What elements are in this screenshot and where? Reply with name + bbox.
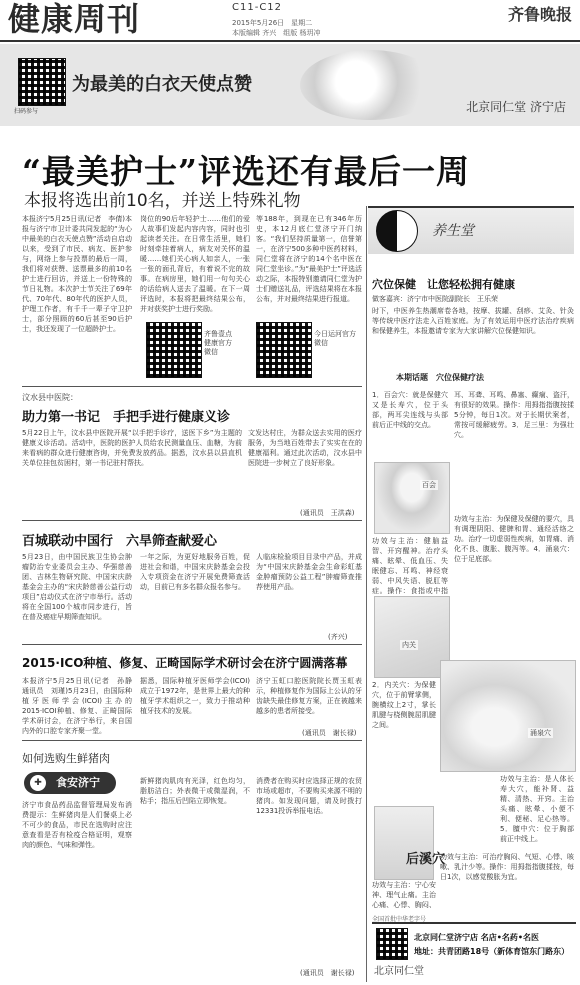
masthead (0, 0, 580, 40)
sidebar-calligraphy: 后溪穴 (406, 852, 446, 867)
main-subhead: 本报将选出前10名，并送上特殊礼物 (24, 191, 301, 211)
ad-address: 地址：共青团路18号（新体育馆东门路东） (414, 947, 570, 956)
article2-kicker: 汶水县中医院： (22, 393, 78, 402)
sidebar-point4: 功效与主治：宁心安神、理气止痛。主治心痛、心悸、胸闷、 (372, 881, 436, 909)
article2-byline: (通讯员 王洪森) (300, 509, 355, 517)
article4-body-right: 济宁玉虹口腔医院院长贾玉虹表示，种植修复作为国际上公认的牙齿缺失最佳修复方案，正在被越来越多的患者所接受。 (256, 677, 362, 715)
article5-body-right: 消费者在购买时应选择正规的农贸市场或超市，不要购买来源不明的猪肉。如发现问题，请及时拨打12331投诉举报电话。 (256, 777, 362, 815)
sidebar-point1: 1．百会穴：就是保健穴又是长寿穴，位于头部，两耳尖连线与头部前后正中线的交点。 (372, 391, 448, 429)
newspaper-logo: 齐鲁晚报 (507, 5, 572, 24)
article3-body-left: 5月23日，由中国民族卫生协会肿瘤防治专业委员会主办、华强慈善团、吉林生物研究院、中国宋庆龄基金会主办的“宋庆龄慈善公益行动项目”启动仪式在济宁市举行。活动将在全国100个城市同步进行，旨在普及癌症早期筛查知识。 (22, 553, 132, 621)
article4-byline: (通讯员 谢长禄) (302, 729, 357, 737)
food-safety-badge-label: 食安济宁 (56, 776, 100, 789)
editor-credits: 本版编辑 齐兴 组版 杨玥冲 (232, 29, 321, 37)
banner-slogan: 为最美的白衣天使点赞 (72, 74, 252, 95)
sidebar-point6: 功效与主治：为保健及保健的要穴，具有调理阴阳、健脾和胃、通经活络之功。治疗一切虚弱性疾病，如胃痛、消化不良、腹胀、腹泻等。4．涌泉穴：位于足底部。 (454, 515, 574, 563)
qr1-caption: 齐鲁壹点健康官方微信 (204, 330, 232, 356)
issue-date: 2015年5月26日 星期二 (232, 19, 313, 27)
illus2-label: 内关 (402, 641, 416, 649)
sidebar-headline: 穴位保健 让您轻松拥有健康 (372, 278, 515, 291)
sidebar-point7: 功效与主治：是人体长寿大穴，能补肾、益精、清热、开窍。主治头痛、眩晕、小便不利、便秘、足心热等。5．膻中穴：位于胸部前正中线上。 (500, 775, 574, 843)
article4-title: 2015·ICO种植、修复、正畸国际学术研讨会在济宁圆满落幕 (22, 656, 348, 670)
foot-acupoint-illustration (440, 660, 576, 772)
ad-line1: 北京同仁堂济宁店 名店•名药•名医 (414, 933, 540, 942)
nurse-cap-image (300, 50, 440, 120)
article3-byline: (齐兴) (328, 633, 348, 641)
lead-article-col1: 本报济宁5月25日讯(记者 李倩)本报与济宁市卫计委共同发起的“为心中最美的白衣天使点赞”活动自启动以来，受到了市民、病友、医护参与，网络上参与投票的最后一周，我们将对获赞、送票最多的前10名护士进行回访，并送上一份特殊的节日礼物。本次护士节关注了69年代、70年代、80年代的医护人员，护理工作者，有千千一辈子守卫护士，部分照顾的60后甚至90后护士，我还发现了一位超龄护士。 (22, 215, 132, 333)
qr-code-icon[interactable] (146, 322, 202, 378)
main-headline: “最美护士”评选还有最后一周 (22, 152, 470, 191)
ad-brand: 北京同仁堂 (374, 966, 424, 977)
sidebar-point2: 功效与主治：健脑益智、开窍醒神。治疗头痛、眩晕、低血压、失眠健忘、耳鸣、神经衰弱、中风失语、脱肛等症。操作：食指或中指 (372, 537, 448, 594)
article2-body-left: 5月22日上午，汶水县中医院开展“以手把手诊疗，送医下乡”为主题的健康义诊活动。活动中，医院的医护人员给农民测量血压、血糖，为前来看病的群众进行健康咨询，并免费发放药品。据悉，汶水县以县直机关单位挂包贫困村，第一书记驻村帮扶。 (22, 429, 242, 467)
food-safety-badge (24, 772, 116, 794)
sidebar-point8: 功效与主治：可治疗胸闷、气短、心悸、咳嗽、乳汁少等。操作：用拇指指腹揉按，每日1次，以感觉酸胀为宜。 (440, 853, 574, 881)
taiji-icon (376, 210, 418, 252)
sidebar-point5: 耳、耳聋、耳鸣、鼻塞、癫痫、盗汗，有很好的效果。操作：用拇指指腹按揉5分钟，每日1次。对于长期伏案者，常按可缓解疲劳。3．足三里：为强壮穴。 (454, 391, 574, 439)
section-divider (22, 386, 362, 387)
sidebar-intro: 时下，中医养生热潮席卷各地，按摩、拔罐、刮痧、艾灸、针灸等传统中医疗法走入百姓家庭。为了有效运用中医疗法治疗疾病和保健养生，本报邀请专家为大家讲解穴位保健知识。 (372, 307, 574, 335)
illus3-label: 涌泉穴 (530, 729, 551, 737)
qr-code-icon[interactable] (256, 322, 312, 378)
section-divider (22, 520, 362, 521)
article4-body-mid: 据悉，国际种植牙医师学会(ICOI)成立于1972年，是世界上最大的种植牙学术组织之一，致力于推动种植牙技术的发展。 (140, 677, 250, 715)
article3-body-mid: 一年之际，为更好地服务百姓，促进社会和谐，中国宋庆龄基金会投入专项资金在济宁开展免费筛查活动，目前已有多名群众报名参与。 (140, 553, 250, 591)
article4-body-left: 本报济宁5月25日讯(记者 孙静 通讯员 刘瑾)5月23日，由国际种植牙医师学会(ICOI)主办的2015·ICOI种植、修复、正畸国际学术研讨会，在济宁举行，来自国内外的口腔专家齐聚一堂。 (22, 677, 132, 735)
qr-code-icon[interactable] (376, 928, 408, 960)
lead-article-col3: 等188年，到现在已有346年历史，本12月底仁堂济宁开门纳客。“我们坚持质量第一，信誉第一，在济宁500多种中医药材料，同仁堂将在济宁的14个名中医在同仁堂坐诊。”为“最美护士”评选活动之际，本报特别邀请同仁堂为护士们赠送礼品，评选结果将在本报公布，并对最终结果进行报道。 (256, 215, 362, 303)
illus1-label: 百会 (422, 481, 436, 489)
banner-qr-caption: 扫码参与 (14, 108, 39, 115)
section-divider (22, 644, 362, 645)
sidebar-topic: 本期话题 穴位保健疗法 (396, 373, 484, 382)
section-title: 健康周刊 (8, 0, 141, 38)
article2-body-right: 文发达村庄，为群众送去实用的医疗服务，为当地百姓带去了实实在在的健康福利。通过此次活动，汶水县中医院进一步树立了良好形象。 (248, 429, 362, 467)
article5-title: 如何选购生鲜猪肉 (22, 752, 110, 765)
banner-sponsor: 北京同仁堂 济宁店 (466, 100, 566, 114)
head-acupoint-illustration (374, 462, 450, 534)
article3-body-right: 人临床检验项目目录中产品，并成为“中国宋庆龄基金会生命彩虹基金肿瘤预防公益工程”肿瘤筛查推荐使用产品。 (256, 553, 362, 591)
article5-body-left: 济宁市食品药品监督管理局发布消费提示：生鲜猪肉是人们餐桌上必不可少的食品，市民在选购时应注意查看是否有检疫合格证明，观察肉的颜色、气味和弹性。 (22, 801, 132, 849)
sidebar-column-name: 养生堂 (432, 223, 474, 239)
edition-number: C11-C12 (232, 2, 283, 13)
article5-body-mid: 新鲜猪肉肌肉有光泽，红色均匀，脂肪洁白；外表微干或微湿润，不粘手；指压后凹陷立即恢复。 (140, 777, 250, 805)
column-divider (366, 206, 367, 982)
sidebar-guest: 做客嘉宾：济宁市中医院副院长 王乐荣 (372, 295, 498, 303)
article2-title: 助力第一书记 手把手进行健康义诊 (22, 410, 231, 425)
campaign-banner (0, 44, 580, 126)
ad-tagline: 全国首批中华老字号 (372, 916, 427, 923)
hand-acupoint-illustration (374, 806, 434, 880)
article5-byline: (通讯员 谢长禄) (300, 969, 355, 977)
qr-code-icon[interactable] (18, 58, 66, 106)
article3-title: 百城联动中国行 六旱筛查献爱心 (22, 534, 218, 549)
sidebar-point3: 2．内关穴：为保健穴，位于前臂掌侧，腕横纹上2寸，掌长肌腱与桡侧腕屈肌腱之间。 (372, 681, 436, 729)
qr2-caption: 今日运河官方微信 (314, 330, 356, 347)
arm-acupoint-illustration (374, 596, 450, 678)
masthead-rule (0, 40, 580, 42)
lead-article-col2: 岗位的90后年轻护士……他们的爱人故事们发起内容内容，同时也引起读者关注。在日常生活里，她们时刻牵挂着病人，病友对关怀的温暖……她们关心病人如亲人，一张一张的面孔背后，有着说不完的故事。在病房里，她们用一句句关心的话给病人送去了温暖。在下一周评选时，本报将把最终结果公布，并对获奖护士进行奖励。 (140, 215, 250, 313)
shield-icon: ✚ (30, 775, 46, 791)
section-divider (22, 740, 362, 741)
